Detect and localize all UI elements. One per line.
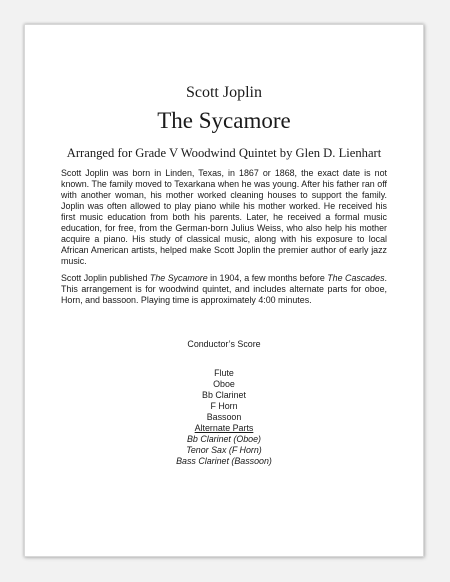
part-item: F Horn	[210, 401, 238, 411]
alternate-parts-heading: Alternate Parts	[194, 423, 254, 433]
arrangement-subtitle: Arranged for Grade V Woodwind Quintet by Glen D. Lienhart	[66, 146, 382, 160]
paragraph-text: in 1904, a few months before	[207, 273, 328, 283]
biography-paragraph: Scott Joplin was born in Linden, Texas, in 1867 or 1868, the exact date is not known. The family moved to Texarkana when he was young. After his father ran off with another woman, his mother worked cleaning houses to support the family. Joplin was often allowed to play piano while his mother worked. He received his first music education from both his parents. Later, he received a formal music education, for free, from the German-born Julius Weiss, who also help his mother acquire a piano. His study of classical music, along with his exposure to local African American artists, helped make Scott Joplin the premier author of early jazz music.	[61, 168, 387, 266]
paragraph-text: . This arrangement is for woodwind quintet, and includes alternate parts for oboe, Horn, and bassoon. Playing time is approximately 4:00 minutes.	[61, 273, 387, 305]
piece-title: The Sycamore	[157, 108, 291, 133]
part-item: Bb Clarinet	[202, 390, 246, 400]
alternate-parts-list	[25, 423, 423, 467]
score-label: Conductor’s Score	[187, 339, 261, 349]
composer-name: Scott Joplin	[185, 84, 262, 101]
alternate-part-item: Bb Clarinet (Oboe)	[187, 434, 261, 444]
part-item: Flute	[214, 368, 234, 378]
alternate-part-item: Bass Clarinet (Bassoon)	[176, 456, 272, 466]
alternate-part-item: Tenor Sax (F Horn)	[186, 445, 262, 455]
paragraph-text: Scott Joplin published	[61, 273, 150, 283]
instrument-parts-list	[25, 368, 423, 423]
part-item: Bassoon	[206, 412, 242, 422]
part-item: Oboe	[213, 379, 235, 389]
work-title-sycamore: The Sycamore	[149, 273, 208, 283]
publication-paragraph	[61, 273, 387, 306]
work-title-cascades: The Cascades	[327, 273, 385, 283]
document-page	[24, 24, 424, 557]
